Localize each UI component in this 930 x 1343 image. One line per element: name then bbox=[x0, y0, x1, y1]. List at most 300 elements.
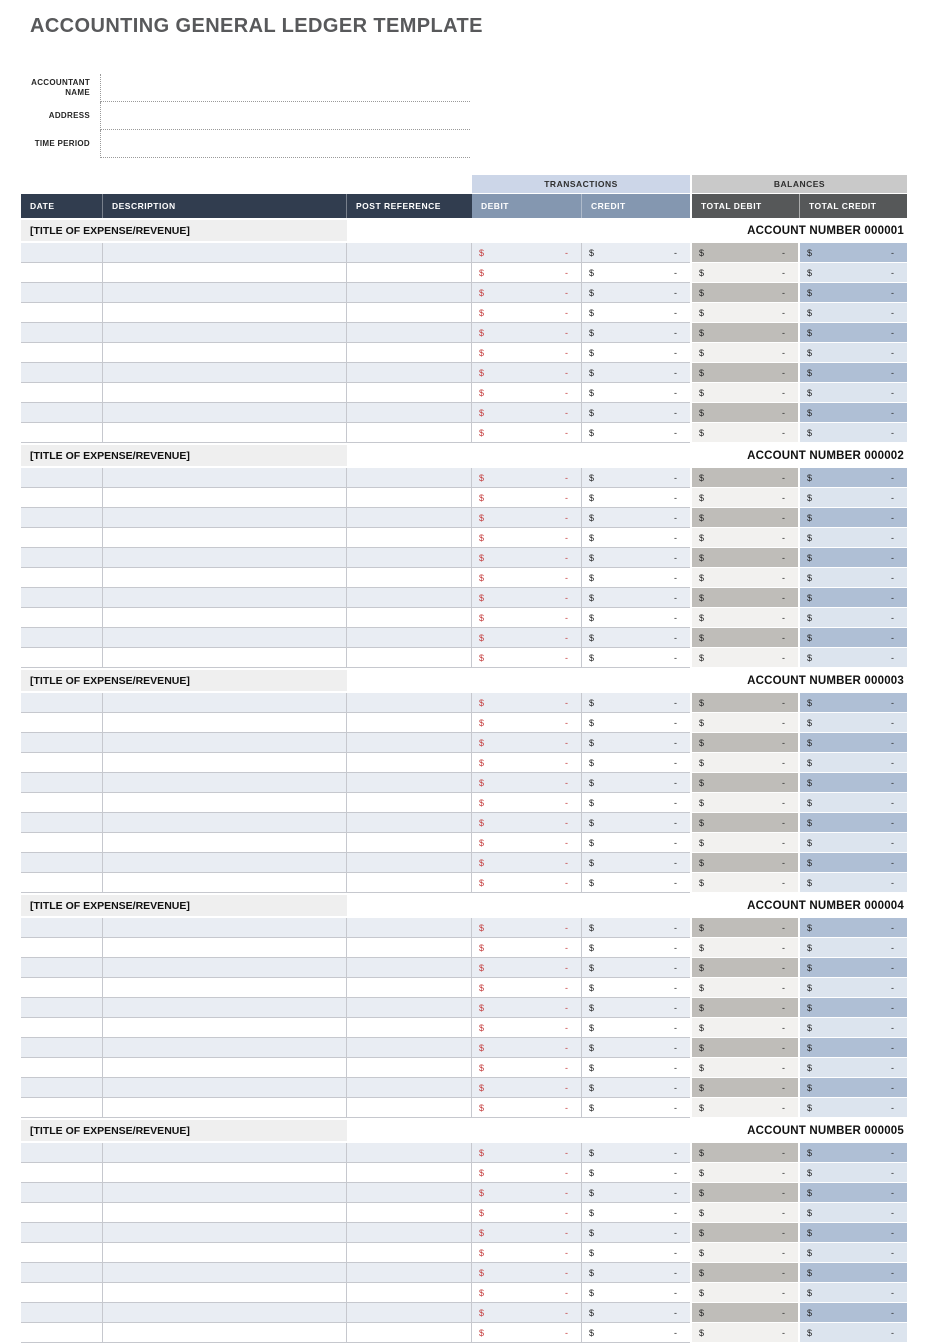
post-reference-cell[interactable] bbox=[347, 1183, 472, 1203]
date-cell[interactable] bbox=[21, 753, 103, 773]
debit-cell[interactable] bbox=[472, 693, 582, 713]
debit-cell[interactable] bbox=[472, 628, 582, 648]
credit-cell[interactable] bbox=[582, 588, 690, 608]
date-cell[interactable] bbox=[21, 423, 103, 443]
debit-cell[interactable] bbox=[472, 1098, 582, 1118]
debit-cell[interactable] bbox=[472, 608, 582, 628]
date-cell[interactable] bbox=[21, 773, 103, 793]
post-reference-cell[interactable] bbox=[347, 383, 472, 403]
credit-cell[interactable] bbox=[582, 1203, 690, 1223]
amount-value: - bbox=[782, 407, 785, 418]
credit-cell[interactable] bbox=[582, 753, 690, 773]
description-cell[interactable] bbox=[103, 978, 347, 998]
credit-cell[interactable] bbox=[582, 608, 690, 628]
debit-cell[interactable] bbox=[472, 1058, 582, 1078]
date-cell[interactable] bbox=[21, 1303, 103, 1323]
debit-cell[interactable] bbox=[472, 918, 582, 938]
time-period-field[interactable] bbox=[100, 130, 470, 158]
date-cell[interactable] bbox=[21, 1038, 103, 1058]
post-reference-cell[interactable] bbox=[347, 998, 472, 1018]
debit-cell[interactable] bbox=[472, 383, 582, 403]
description-cell[interactable] bbox=[103, 588, 347, 608]
description-cell[interactable] bbox=[103, 833, 347, 853]
description-cell[interactable] bbox=[103, 488, 347, 508]
currency-symbol: $ bbox=[589, 697, 595, 708]
currency-symbol: $ bbox=[699, 1022, 705, 1033]
debit-cell[interactable] bbox=[472, 1183, 582, 1203]
total-debit-cell bbox=[690, 283, 800, 303]
debit-cell[interactable] bbox=[472, 833, 582, 853]
description-cell[interactable] bbox=[103, 648, 347, 668]
credit-cell[interactable] bbox=[582, 813, 690, 833]
post-reference-cell[interactable] bbox=[347, 1058, 472, 1078]
amount-value: - bbox=[565, 1207, 568, 1218]
post-reference-cell[interactable] bbox=[347, 833, 472, 853]
credit-cell[interactable] bbox=[582, 793, 690, 813]
post-reference-cell[interactable] bbox=[347, 528, 472, 548]
date-cell[interactable] bbox=[21, 873, 103, 893]
post-reference-cell[interactable] bbox=[347, 1263, 472, 1283]
post-reference-cell[interactable] bbox=[347, 323, 472, 343]
credit-cell[interactable] bbox=[582, 998, 690, 1018]
amount-value: - bbox=[565, 797, 568, 808]
description-cell[interactable] bbox=[103, 1058, 347, 1078]
description-cell[interactable] bbox=[103, 303, 347, 323]
credit-cell[interactable] bbox=[582, 283, 690, 303]
debit-cell[interactable] bbox=[472, 938, 582, 958]
debit-cell[interactable] bbox=[472, 548, 582, 568]
amount-value: - bbox=[674, 532, 677, 543]
debit-cell[interactable] bbox=[472, 263, 582, 283]
description-cell[interactable] bbox=[103, 733, 347, 753]
currency-symbol: $ bbox=[589, 797, 595, 808]
date-cell[interactable] bbox=[21, 958, 103, 978]
description-cell[interactable] bbox=[103, 548, 347, 568]
credit-cell[interactable] bbox=[582, 1058, 690, 1078]
credit-cell[interactable] bbox=[582, 263, 690, 283]
debit-cell[interactable] bbox=[472, 648, 582, 668]
credit-cell[interactable] bbox=[582, 938, 690, 958]
accountant-name-field[interactable] bbox=[100, 74, 470, 102]
debit-cell[interactable] bbox=[472, 793, 582, 813]
description-cell[interactable] bbox=[103, 753, 347, 773]
post-reference-cell[interactable] bbox=[347, 1323, 472, 1343]
post-reference-cell[interactable] bbox=[347, 938, 472, 958]
post-reference-cell[interactable] bbox=[347, 403, 472, 423]
credit-cell[interactable] bbox=[582, 383, 690, 403]
debit-cell[interactable] bbox=[472, 853, 582, 873]
description-cell[interactable] bbox=[103, 1323, 347, 1343]
post-reference-cell[interactable] bbox=[347, 753, 472, 773]
credit-cell[interactable] bbox=[582, 343, 690, 363]
description-cell[interactable] bbox=[103, 628, 347, 648]
debit-cell[interactable] bbox=[472, 753, 582, 773]
date-cell[interactable] bbox=[21, 733, 103, 753]
debit-cell[interactable] bbox=[472, 1163, 582, 1183]
date-cell[interactable] bbox=[21, 243, 103, 263]
post-reference-cell[interactable] bbox=[347, 1303, 472, 1323]
post-reference-cell[interactable] bbox=[347, 1038, 472, 1058]
section-account-number[interactable]: ACCOUNT NUMBER 000001 bbox=[347, 218, 907, 243]
post-reference-cell[interactable] bbox=[347, 1098, 472, 1118]
column-header-total-credit: TOTAL CREDIT bbox=[800, 194, 907, 218]
credit-cell[interactable] bbox=[582, 568, 690, 588]
credit-cell[interactable] bbox=[582, 1038, 690, 1058]
currency-symbol: $ bbox=[479, 247, 485, 258]
date-cell[interactable] bbox=[21, 283, 103, 303]
section-title[interactable]: [TITLE OF EXPENSE/REVENUE] bbox=[21, 668, 347, 693]
date-cell[interactable] bbox=[21, 608, 103, 628]
credit-cell[interactable] bbox=[582, 1223, 690, 1243]
credit-cell[interactable] bbox=[582, 468, 690, 488]
date-cell[interactable] bbox=[21, 488, 103, 508]
debit-cell[interactable] bbox=[472, 1203, 582, 1223]
debit-cell[interactable] bbox=[472, 588, 582, 608]
credit-cell[interactable] bbox=[582, 508, 690, 528]
post-reference-cell[interactable] bbox=[347, 958, 472, 978]
description-cell[interactable] bbox=[103, 1263, 347, 1283]
band-spacer bbox=[21, 175, 472, 194]
credit-cell[interactable] bbox=[582, 363, 690, 383]
description-cell[interactable] bbox=[103, 1163, 347, 1183]
description-cell[interactable] bbox=[103, 873, 347, 893]
description-cell[interactable] bbox=[103, 423, 347, 443]
description-cell[interactable] bbox=[103, 508, 347, 528]
amount-value: - bbox=[891, 1042, 894, 1053]
date-cell[interactable] bbox=[21, 833, 103, 853]
date-cell[interactable] bbox=[21, 1283, 103, 1303]
description-cell[interactable] bbox=[103, 528, 347, 548]
date-cell[interactable] bbox=[21, 918, 103, 938]
post-reference-cell[interactable] bbox=[347, 468, 472, 488]
post-reference-cell[interactable] bbox=[347, 693, 472, 713]
debit-cell[interactable] bbox=[472, 403, 582, 423]
date-cell[interactable] bbox=[21, 468, 103, 488]
post-reference-cell[interactable] bbox=[347, 713, 472, 733]
section-title[interactable]: [TITLE OF EXPENSE/REVENUE] bbox=[21, 1118, 347, 1143]
currency-symbol: $ bbox=[589, 1207, 595, 1218]
debit-cell[interactable] bbox=[472, 568, 582, 588]
credit-cell[interactable] bbox=[582, 1243, 690, 1263]
post-reference-cell[interactable] bbox=[347, 588, 472, 608]
currency-symbol: $ bbox=[807, 572, 813, 583]
amount-value: - bbox=[891, 552, 894, 563]
post-reference-cell[interactable] bbox=[347, 568, 472, 588]
debit-cell[interactable] bbox=[472, 1078, 582, 1098]
total-credit-cell bbox=[800, 1058, 907, 1078]
credit-cell[interactable] bbox=[582, 1283, 690, 1303]
credit-cell[interactable] bbox=[582, 488, 690, 508]
date-cell[interactable] bbox=[21, 383, 103, 403]
post-reference-cell[interactable] bbox=[347, 548, 472, 568]
date-cell[interactable] bbox=[21, 713, 103, 733]
description-cell[interactable] bbox=[103, 243, 347, 263]
description-cell[interactable] bbox=[103, 323, 347, 343]
date-cell[interactable] bbox=[21, 528, 103, 548]
credit-cell[interactable] bbox=[582, 243, 690, 263]
description-cell[interactable] bbox=[103, 1203, 347, 1223]
post-reference-cell[interactable] bbox=[347, 1078, 472, 1098]
debit-cell[interactable] bbox=[472, 303, 582, 323]
total-debit-cell bbox=[690, 753, 800, 773]
date-cell[interactable] bbox=[21, 793, 103, 813]
post-reference-cell[interactable] bbox=[347, 363, 472, 383]
post-reference-cell[interactable] bbox=[347, 283, 472, 303]
date-cell[interactable] bbox=[21, 693, 103, 713]
date-cell[interactable] bbox=[21, 1098, 103, 1118]
date-cell[interactable] bbox=[21, 813, 103, 833]
date-cell[interactable] bbox=[21, 1243, 103, 1263]
post-reference-cell[interactable] bbox=[347, 773, 472, 793]
date-cell[interactable] bbox=[21, 1143, 103, 1163]
credit-cell[interactable] bbox=[582, 853, 690, 873]
post-reference-cell[interactable] bbox=[347, 853, 472, 873]
description-cell[interactable] bbox=[103, 1303, 347, 1323]
debit-cell[interactable] bbox=[472, 733, 582, 753]
total-debit-cell bbox=[690, 323, 800, 343]
date-cell[interactable] bbox=[21, 628, 103, 648]
debit-cell[interactable] bbox=[472, 773, 582, 793]
currency-symbol: $ bbox=[589, 632, 595, 643]
credit-cell[interactable] bbox=[582, 773, 690, 793]
credit-cell[interactable] bbox=[582, 918, 690, 938]
currency-symbol: $ bbox=[699, 387, 705, 398]
description-cell[interactable] bbox=[103, 1183, 347, 1203]
date-cell[interactable] bbox=[21, 1223, 103, 1243]
debit-cell[interactable] bbox=[472, 873, 582, 893]
currency-symbol: $ bbox=[479, 777, 485, 788]
date-cell[interactable] bbox=[21, 1263, 103, 1283]
credit-cell[interactable] bbox=[582, 978, 690, 998]
post-reference-cell[interactable] bbox=[347, 733, 472, 753]
description-cell[interactable] bbox=[103, 918, 347, 938]
debit-cell[interactable] bbox=[472, 998, 582, 1018]
date-cell[interactable] bbox=[21, 853, 103, 873]
debit-cell[interactable] bbox=[472, 363, 582, 383]
currency-symbol: $ bbox=[699, 532, 705, 543]
post-reference-cell[interactable] bbox=[347, 343, 472, 363]
post-reference-cell[interactable] bbox=[347, 1143, 472, 1163]
post-reference-cell[interactable] bbox=[347, 1163, 472, 1183]
description-cell[interactable] bbox=[103, 263, 347, 283]
description-cell[interactable] bbox=[103, 1283, 347, 1303]
credit-cell[interactable] bbox=[582, 833, 690, 853]
credit-cell[interactable] bbox=[582, 423, 690, 443]
amount-value: - bbox=[674, 1187, 677, 1198]
debit-cell[interactable] bbox=[472, 813, 582, 833]
description-cell[interactable] bbox=[103, 813, 347, 833]
description-cell[interactable] bbox=[103, 1098, 347, 1118]
section-account-number[interactable]: ACCOUNT NUMBER 000003 bbox=[347, 668, 907, 693]
credit-cell[interactable] bbox=[582, 648, 690, 668]
currency-symbol: $ bbox=[699, 552, 705, 563]
debit-cell[interactable] bbox=[472, 978, 582, 998]
credit-cell[interactable] bbox=[582, 1263, 690, 1283]
post-reference-cell[interactable] bbox=[347, 488, 472, 508]
credit-cell[interactable] bbox=[582, 628, 690, 648]
credit-cell[interactable] bbox=[582, 1018, 690, 1038]
credit-cell[interactable] bbox=[582, 958, 690, 978]
debit-cell[interactable] bbox=[472, 528, 582, 548]
currency-symbol: $ bbox=[699, 1147, 705, 1158]
debit-cell[interactable] bbox=[472, 343, 582, 363]
debit-cell[interactable] bbox=[472, 323, 582, 343]
post-reference-cell[interactable] bbox=[347, 508, 472, 528]
credit-cell[interactable] bbox=[582, 1163, 690, 1183]
amount-value: - bbox=[565, 1022, 568, 1033]
section-title[interactable]: [TITLE OF EXPENSE/REVENUE] bbox=[21, 893, 347, 918]
description-cell[interactable] bbox=[103, 853, 347, 873]
post-reference-cell[interactable] bbox=[347, 263, 472, 283]
date-cell[interactable] bbox=[21, 648, 103, 668]
section-account-number[interactable]: ACCOUNT NUMBER 000002 bbox=[347, 443, 907, 468]
total-debit-cell bbox=[690, 548, 800, 568]
date-cell[interactable] bbox=[21, 1203, 103, 1223]
date-cell[interactable] bbox=[21, 1078, 103, 1098]
post-reference-cell[interactable] bbox=[347, 1223, 472, 1243]
debit-cell[interactable] bbox=[472, 283, 582, 303]
section-account-number[interactable]: ACCOUNT NUMBER 000005 bbox=[347, 1118, 907, 1143]
credit-cell[interactable] bbox=[582, 303, 690, 323]
debit-cell[interactable] bbox=[472, 1018, 582, 1038]
description-cell[interactable] bbox=[103, 998, 347, 1018]
section-title[interactable]: [TITLE OF EXPENSE/REVENUE] bbox=[21, 218, 347, 243]
debit-cell[interactable] bbox=[472, 1283, 582, 1303]
description-cell[interactable] bbox=[103, 1223, 347, 1243]
date-cell[interactable] bbox=[21, 568, 103, 588]
amount-value: - bbox=[674, 492, 677, 503]
credit-cell[interactable] bbox=[582, 323, 690, 343]
description-cell[interactable] bbox=[103, 773, 347, 793]
debit-cell[interactable] bbox=[472, 1223, 582, 1243]
description-cell[interactable] bbox=[103, 1018, 347, 1038]
credit-cell[interactable] bbox=[582, 693, 690, 713]
description-cell[interactable] bbox=[103, 693, 347, 713]
description-cell[interactable] bbox=[103, 343, 347, 363]
debit-cell[interactable] bbox=[472, 1038, 582, 1058]
post-reference-cell[interactable] bbox=[347, 1243, 472, 1263]
description-cell[interactable] bbox=[103, 1243, 347, 1263]
debit-cell[interactable] bbox=[472, 1243, 582, 1263]
debit-cell[interactable] bbox=[472, 1323, 582, 1343]
date-cell[interactable] bbox=[21, 343, 103, 363]
post-reference-cell[interactable] bbox=[347, 813, 472, 833]
description-cell[interactable] bbox=[103, 283, 347, 303]
post-reference-cell[interactable] bbox=[347, 628, 472, 648]
description-cell[interactable] bbox=[103, 403, 347, 423]
credit-cell[interactable] bbox=[582, 548, 690, 568]
amount-value: - bbox=[891, 247, 894, 258]
post-reference-cell[interactable] bbox=[347, 978, 472, 998]
credit-cell[interactable] bbox=[582, 1078, 690, 1098]
date-cell[interactable] bbox=[21, 1163, 103, 1183]
credit-cell[interactable] bbox=[582, 1183, 690, 1203]
date-cell[interactable] bbox=[21, 1058, 103, 1078]
post-reference-cell[interactable] bbox=[347, 793, 472, 813]
date-cell[interactable] bbox=[21, 938, 103, 958]
section-account-number[interactable]: ACCOUNT NUMBER 000004 bbox=[347, 893, 907, 918]
section-title[interactable]: [TITLE OF EXPENSE/REVENUE] bbox=[21, 443, 347, 468]
date-cell[interactable] bbox=[21, 1018, 103, 1038]
credit-cell[interactable] bbox=[582, 1098, 690, 1118]
address-field[interactable] bbox=[100, 102, 470, 130]
debit-cell[interactable] bbox=[472, 958, 582, 978]
amount-value: - bbox=[891, 837, 894, 848]
description-cell[interactable] bbox=[103, 363, 347, 383]
post-reference-cell[interactable] bbox=[347, 303, 472, 323]
description-cell[interactable] bbox=[103, 938, 347, 958]
debit-cell[interactable] bbox=[472, 508, 582, 528]
post-reference-cell[interactable] bbox=[347, 423, 472, 443]
date-cell[interactable] bbox=[21, 403, 103, 423]
credit-cell[interactable] bbox=[582, 733, 690, 753]
total-debit-cell bbox=[690, 733, 800, 753]
date-cell[interactable] bbox=[21, 363, 103, 383]
total-debit-cell bbox=[690, 998, 800, 1018]
description-cell[interactable] bbox=[103, 468, 347, 488]
credit-cell[interactable] bbox=[582, 713, 690, 733]
description-cell[interactable] bbox=[103, 713, 347, 733]
date-cell[interactable] bbox=[21, 263, 103, 283]
debit-cell[interactable] bbox=[472, 713, 582, 733]
description-cell[interactable] bbox=[103, 958, 347, 978]
date-cell[interactable] bbox=[21, 588, 103, 608]
date-cell[interactable] bbox=[21, 1323, 103, 1343]
debit-cell[interactable] bbox=[472, 1143, 582, 1163]
date-cell[interactable] bbox=[21, 323, 103, 343]
debit-cell[interactable] bbox=[472, 423, 582, 443]
debit-cell[interactable] bbox=[472, 468, 582, 488]
date-cell[interactable] bbox=[21, 548, 103, 568]
description-cell[interactable] bbox=[103, 1143, 347, 1163]
description-cell[interactable] bbox=[103, 1038, 347, 1058]
date-cell[interactable] bbox=[21, 1183, 103, 1203]
description-cell[interactable] bbox=[103, 608, 347, 628]
post-reference-cell[interactable] bbox=[347, 918, 472, 938]
credit-cell[interactable] bbox=[582, 403, 690, 423]
post-reference-cell[interactable] bbox=[347, 243, 472, 263]
date-cell[interactable] bbox=[21, 998, 103, 1018]
credit-cell[interactable] bbox=[582, 1143, 690, 1163]
date-cell[interactable] bbox=[21, 303, 103, 323]
post-reference-cell[interactable] bbox=[347, 1203, 472, 1223]
debit-cell[interactable] bbox=[472, 488, 582, 508]
description-cell[interactable] bbox=[103, 1078, 347, 1098]
total-debit-cell bbox=[690, 1163, 800, 1183]
amount-value: - bbox=[782, 697, 785, 708]
post-reference-cell[interactable] bbox=[347, 648, 472, 668]
post-reference-cell[interactable] bbox=[347, 608, 472, 628]
post-reference-cell[interactable] bbox=[347, 1018, 472, 1038]
debit-cell[interactable] bbox=[472, 243, 582, 263]
date-cell[interactable] bbox=[21, 508, 103, 528]
currency-symbol: $ bbox=[479, 387, 485, 398]
description-cell[interactable] bbox=[103, 793, 347, 813]
credit-cell[interactable] bbox=[582, 1323, 690, 1343]
description-cell[interactable] bbox=[103, 568, 347, 588]
credit-cell[interactable] bbox=[582, 873, 690, 893]
debit-cell[interactable] bbox=[472, 1263, 582, 1283]
date-cell[interactable] bbox=[21, 978, 103, 998]
currency-symbol: $ bbox=[807, 737, 813, 748]
credit-cell[interactable] bbox=[582, 1303, 690, 1323]
post-reference-cell[interactable] bbox=[347, 873, 472, 893]
description-cell[interactable] bbox=[103, 383, 347, 403]
credit-cell[interactable] bbox=[582, 528, 690, 548]
amount-value: - bbox=[782, 347, 785, 358]
debit-cell[interactable] bbox=[472, 1303, 582, 1323]
post-reference-cell[interactable] bbox=[347, 1283, 472, 1303]
